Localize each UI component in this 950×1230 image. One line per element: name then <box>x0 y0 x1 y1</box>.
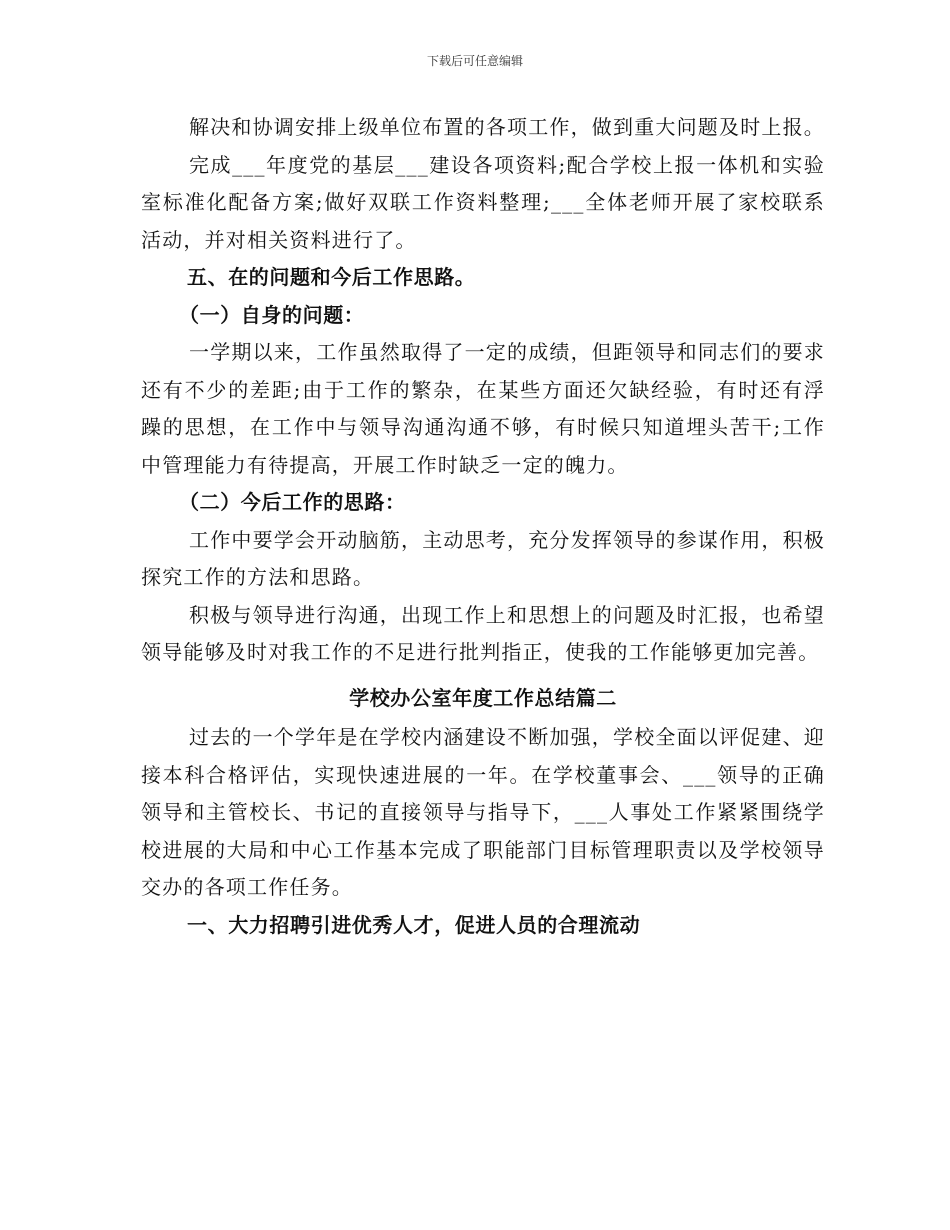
document-title: 学校办公室年度工作总结篇二 <box>349 685 617 710</box>
paragraph: 完成___年度党的基层___建设各项资料;配合学校上报一体机和实验室标准化配备方案;做好双联工作资料整理;___全体老师开展了家校联系活动，并对相关资料进行了。 <box>141 152 825 252</box>
subsection-heading: （二）今后工作的思路： <box>179 490 406 514</box>
section-heading: 一、大力招聘引进优秀人才，促进人员的合理流动 <box>187 912 641 937</box>
section-heading: 五、在的问题和今后工作思路。 <box>187 265 476 289</box>
paragraph: 解决和协调安排上级单位布置的各项工作，做到重大问题及时上报。 <box>189 115 825 139</box>
paragraph: 积极与领导进行沟通，出现工作上和思想上的问题及时汇报，也希望领导能够及时对我工作的不足进行批判指正，使我的工作能够更加完善。 <box>141 602 825 664</box>
subsection-heading: （一）自身的问题： <box>179 302 365 327</box>
paragraph: 过去的一个学年是在学校内涵建设不断加强，学校全面以评促建、迎接本科合格评估，实现快速进展的一年。在学校董事会、___领导的正确领导和主管校长、书记的直接领导与指导下，___人事处工作紧紧围绕学校进展的大局和中心工作基本完成了职能部门目标管理职责以及学校领导交办的各项工作任务。 <box>141 725 825 899</box>
page-header: 下载后可任意编辑 <box>426 54 523 68</box>
paragraph: 一学期以来，工作虽然取得了一定的成绩，但距领导和同志们的要求还有不少的差距;由于工作的繁杂，在某些方面还欠缺经验，有时还有浮躁的思想，在工作中与领导沟通沟通不够，有时候只知道埋头苦干;工作中管理能力有待提高，开展工作时缺乏一定的魄力。 <box>141 340 825 477</box>
document-body <box>141 109 825 944</box>
paragraph: 工作中要学会开动脑筋，主动思考，充分发挥领导的参谋作用，积极探究工作的方法和思路。 <box>141 527 825 589</box>
